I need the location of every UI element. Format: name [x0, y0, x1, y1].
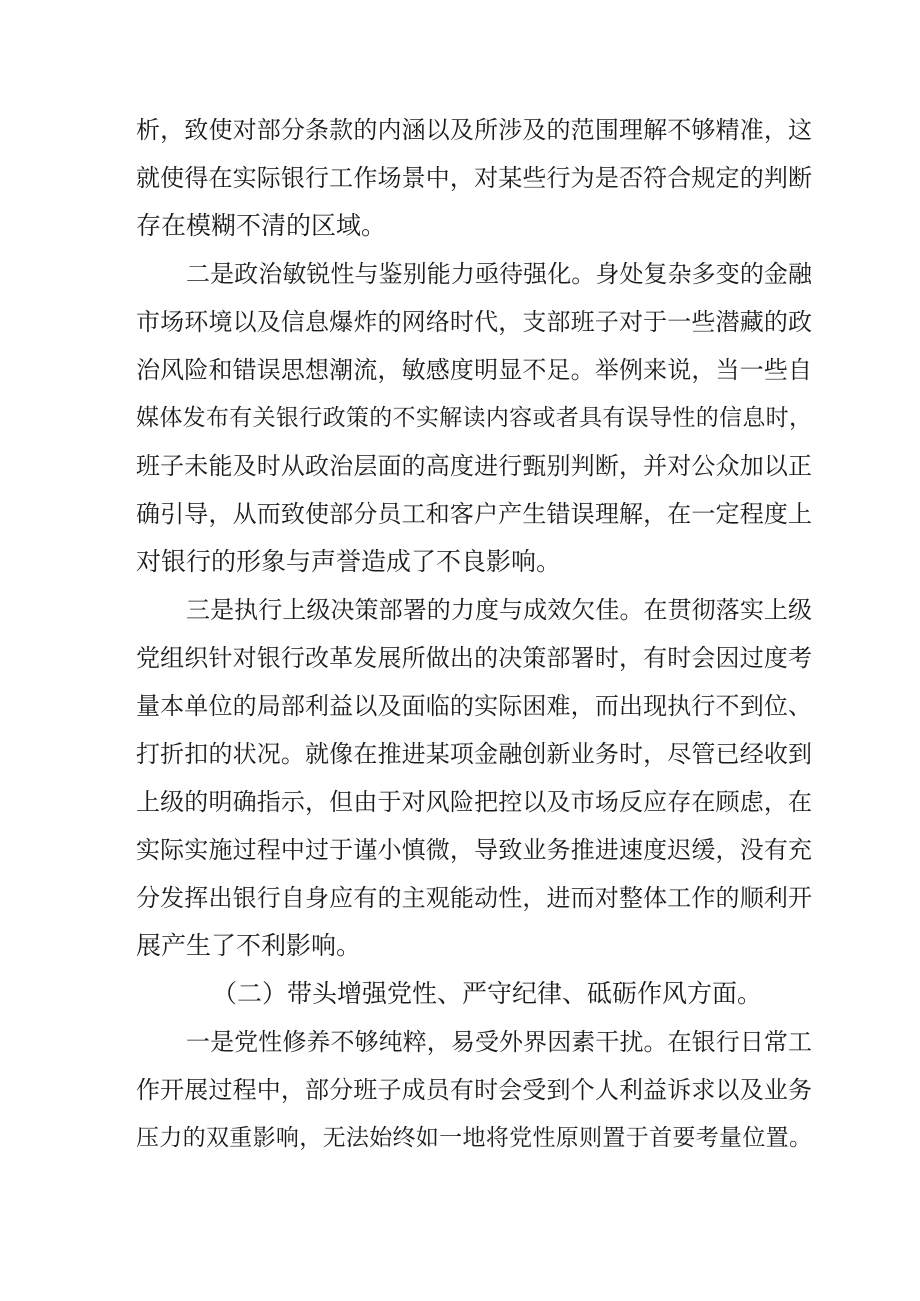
text-line: 展产生了不利影响。	[136, 931, 362, 960]
text-line: 存在模糊不清的区域。	[136, 211, 387, 240]
text-line: 压力的双重影响，无法始终如一地将党性原则置于首要考量位置。	[136, 1125, 812, 1151]
text-line: 作开展过程中，部分班子成员有时会受到个人利益诉求以及业务	[136, 1076, 812, 1104]
text-line: 二是政治敏锐性与鉴别能力亟待强化。身处复杂多变的金融	[186, 260, 812, 288]
text-line: 上级的明确指示，但由于对风险把控以及市场反应存在顾虑，在	[136, 788, 812, 816]
text-line: 治风险和错误思想潮流，敏感度明显不足。举例来说，当一些自	[136, 356, 812, 384]
text-line: 实际实施过程中过于谨小慎微，导致业务推进速度迟缓，没有充	[136, 836, 812, 864]
text-line: 一是党性修养不够纯粹，易受外界因素干扰。在银行日常工	[186, 1028, 812, 1056]
text-line: 对银行的形象与声誉造成了不良影响。	[136, 547, 562, 576]
section-heading: （二）带头增强党性、严守纪律、砥砺作风方面。	[212, 979, 763, 1008]
text-line: 就使得在实际银行工作场景中，对某些行为是否符合规定的判断	[136, 164, 812, 192]
text-line: 市场环境以及信息爆炸的网络时代，支部班子对于一些潜藏的政	[136, 308, 812, 336]
text-line: 三是执行上级决策部署的力度与成效欠佳。在贯彻落实上级	[186, 596, 812, 624]
text-line: 班子未能及时从政治层面的高度进行甄别判断，并对公众加以正	[136, 452, 812, 480]
text-line: 分发挥出银行自身应有的主观能动性，进而对整体工作的顺利开	[136, 884, 812, 912]
text-line: 量本单位的局部利益以及面临的实际困难，而出现执行不到位、	[136, 692, 812, 720]
text-line: 确引导，从而致使部分员工和客户产生错误理解，在一定程度上	[136, 500, 812, 528]
text-line: 析，致使对部分条款的内涵以及所涉及的范围理解不够精准，这	[136, 116, 812, 144]
text-line: 打折扣的状况。就像在推进某项金融创新业务时，尽管已经收到	[136, 740, 812, 768]
text-line: 媒体发布有关银行政策的不实解读内容或者具有误导性的信息时，	[136, 405, 812, 431]
text-line: 党组织针对银行改革发展所做出的决策部署时，有时会因过度考	[136, 644, 812, 672]
